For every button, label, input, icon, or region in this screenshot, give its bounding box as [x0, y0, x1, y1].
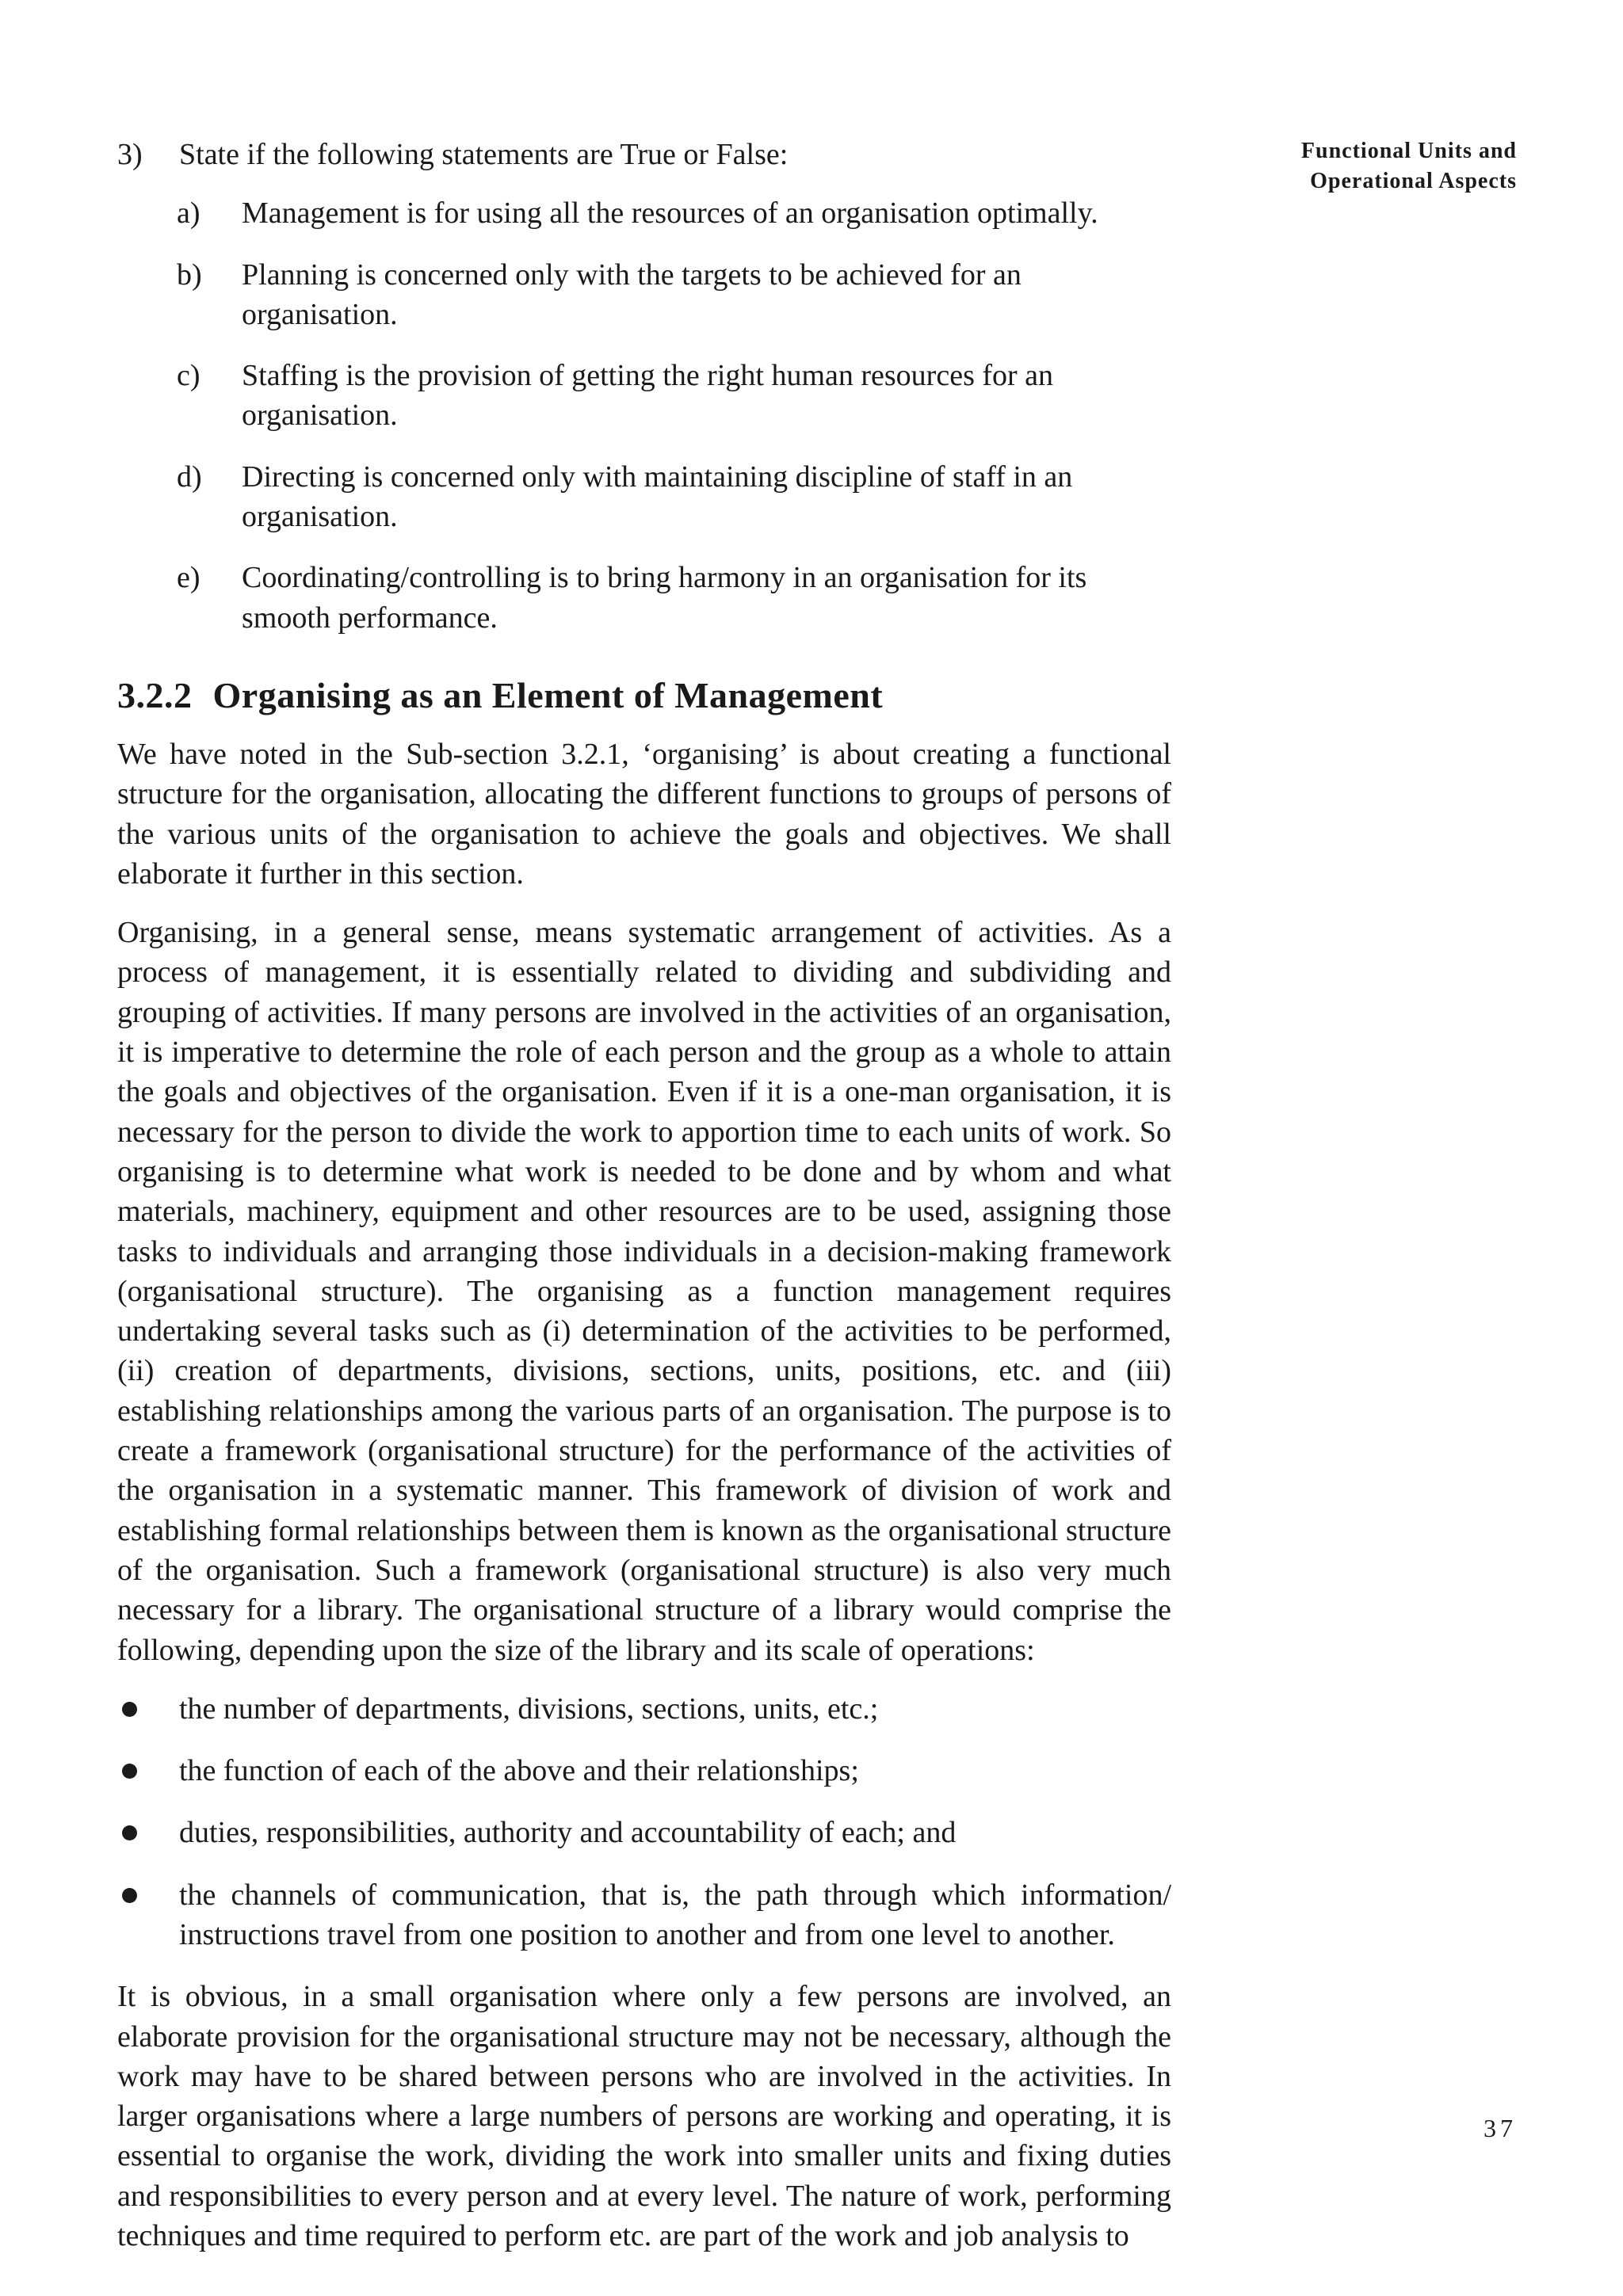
paragraph-1: We have noted in the Sub-section 3.2.1, ‘organising’ is about creating a functional structure for the organisation, allocating the different functions to groups of persons of the various units of the organisation to achieve the goals and objectives. We shall elaborate it further in this section. [117, 737, 1171, 891]
bullet-item [117, 1689, 1171, 1729]
section-number: 3.2.2 [117, 674, 193, 715]
statement-marker: c) [177, 359, 200, 393]
statement-marker: b) [177, 257, 202, 292]
statement-a [117, 193, 1171, 233]
statement-text: Staffing is the provision of getting the right human resources for an organisation. [242, 359, 1054, 433]
bullet-dot-icon [122, 1888, 137, 1903]
main-content [117, 135, 1171, 2275]
bullet-text: duties, responsibilities, authority and accountability of each; and [179, 1816, 957, 1850]
statement-b [117, 255, 1171, 335]
section-heading [117, 673, 1171, 719]
statement-c [117, 356, 1171, 436]
statement-text: Directing is concerned only with maintaining discipline of staff in an organisation. [242, 460, 1073, 534]
running-header-line-1: Functional Units and [1300, 139, 1517, 163]
question-3 [117, 135, 1171, 174]
bullet-dot-icon [122, 1702, 137, 1717]
paragraph-2: Organising, in a general sense, means systematic arrangement of activities. As a process of management, it is essentially related to dividing and subdividing and grouping of activities. If many persons are involved in the activities of an organisation, it is imperative to determine the role of each person and the group as a whole to attain the goals and objectives of the organisation. Even if it is a one-man organisation, it is necessary for the person to divide the work to apportion time to each units of work. So organising is to determine what work is needed to be done and by whom and what materials, machinery, equipment and other resources are to be used, assigning those tasks to individuals and arranging those individuals in a decision-making framework (organisational structure). The organising as a function management requires undertaking several tasks such as (i) determination of the activities to be performed, (ii) creation of departments, divisions, sections, units, positions, etc. and (iii) establishing relationships among the various parts of an organisation. The purpose is to create a framework (organisational structure) for the performance of the activities of the organisation in a systematic manner. This framework of division of work and establishing formal relationships between them is known as the organisational structure of the organisation. Such a framework (organisational structure) is also very much necessary for a library. The organisational structure of a library would comprise the following, depending upon the size of the library and its scale of operations: [117, 916, 1171, 1667]
paragraph-3: It is obvious, in a small organisation where only a few persons are involved, an elaborate provision for the organisational structure may not be necessary, although the work may have to be shared between persons who are involved in the activities. In larger organisations where a large numbers of persons are working and operating, it is essential to organise the work, dividing the work into smaller units and fixing duties and responsibilities to every person and at every level. The nature of work, performing techniques and time required to perform etc. are part of the work and job analysis to [117, 1980, 1171, 2253]
page-number: 37 [1484, 2114, 1517, 2142]
bullet-item [117, 1751, 1171, 1791]
running-header-line-2: Operational Aspects [1310, 169, 1517, 193]
bullet-item [117, 1813, 1171, 1852]
true-false-list [117, 193, 1171, 638]
bullet-dot-icon [122, 1764, 137, 1779]
bullet-text: the number of departments, divisions, sections, units, etc.; [179, 1691, 879, 1726]
statement-marker: e) [177, 561, 200, 595]
statement-d [117, 457, 1171, 537]
structure-components-list [117, 1689, 1171, 1955]
bullet-dot-icon [122, 1825, 137, 1840]
bullet-text: the function of each of the above and their relationships; [179, 1754, 859, 1788]
bullet-text: the channels of communication, that is, the path through which information/ instructions travel from one position to another and from one level to another. [179, 1878, 1171, 1951]
question-number: 3) [117, 138, 143, 171]
section-title: Organising as an Element of Management [212, 674, 884, 715]
statement-text: Coordinating/controlling is to bring harmony in an organisation for its smooth performance. [242, 561, 1087, 635]
statement-marker: a) [177, 196, 200, 231]
statement-marker: d) [177, 460, 202, 494]
statement-e [117, 558, 1171, 638]
statement-text: Management is for using all the resources of an organisation optimally. [242, 196, 1098, 231]
statement-text: Planning is concerned only with the targets to be achieved for an organisation. [242, 257, 1022, 331]
bullet-item [117, 1875, 1171, 1955]
question-text: State if the following statements are True or False: [179, 138, 789, 171]
running-header [1184, 136, 1517, 196]
